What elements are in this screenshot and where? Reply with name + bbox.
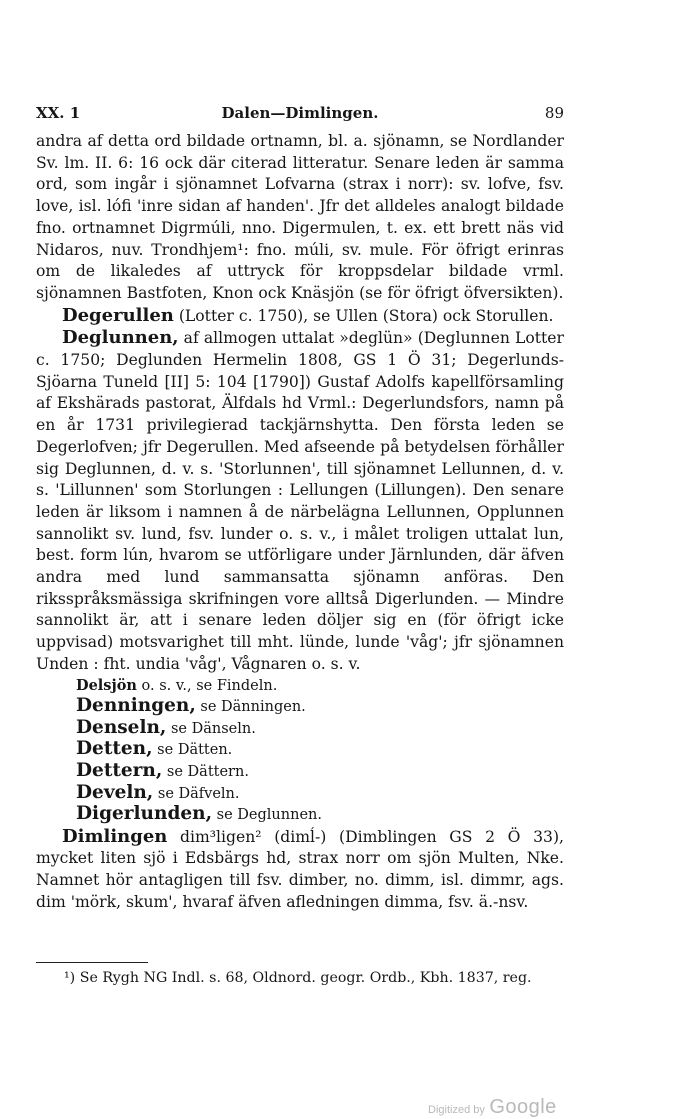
cross-reference-list xyxy=(36,676,564,826)
entry-head: Denseln, xyxy=(76,716,167,738)
entry-head: Dettern, xyxy=(76,759,163,781)
entry-head: Denningen, xyxy=(76,695,196,717)
paragraph: andra af detta ord bildade ortnamn, bl. a. sjönamn, se Nordlander Sv. lm. II. 6: 16 ock där citerad litteratur. Senare leden är samma ord, som ingår i sjönamnet Lofvarna (strax i norr): sv. lofve, fsv. love, isl. lófi 'inre sidan af handen'. Jfr det alldeles analogt bildade fno. ortnamnet Digrmúli, nno. Digermulen, t. ex. ett brett näs vid Nidaros, nuv. Trondhjem¹: fno. múli, sv. mule. För öfrigt erinras om de likaledes af uttryck för kroppsdelar bildade vrml. sjönamnen Bastfoten, Knon ock Knäsjön (se för öfrigt öfversikten). xyxy=(36,132,564,302)
digitized-watermark xyxy=(428,1096,557,1119)
cross-reference xyxy=(76,676,564,697)
entry-head: Detten, xyxy=(76,738,153,760)
entry-head: Degerullen xyxy=(62,304,174,326)
entry-head: Develn, xyxy=(76,781,154,803)
entry-body: o. s. v., se Findeln. xyxy=(136,677,278,694)
page-number: 89 xyxy=(544,104,564,122)
cross-reference xyxy=(76,696,564,718)
google-logo: Google xyxy=(489,1096,557,1118)
cross-reference xyxy=(76,761,564,783)
entry-dimlingen xyxy=(36,826,564,914)
entry-head: Deglunnen, xyxy=(62,327,179,349)
cross-reference xyxy=(76,718,564,740)
entry-body: se Dänningen. xyxy=(195,699,306,716)
footnote: ¹) Se Rygh NG Indl. s. 68, Oldnord. geogr. Ordb., Kbh. 1837, reg. xyxy=(64,970,532,986)
footnote-rule xyxy=(36,962,148,963)
entry-head: Delsjön xyxy=(76,676,137,694)
entry-body: se Dänseln. xyxy=(166,720,256,737)
entry-head: Digerlunden, xyxy=(76,803,213,825)
entry-body: se Deglunnen. xyxy=(212,807,322,824)
cross-reference xyxy=(76,739,564,761)
entry-body: se Dättern. xyxy=(162,763,249,780)
entry-body: dim³ligen² (dimĺ-) (Dimblingen GS 2 Ö 33), mycket liten sjö i Edsbärgs hd, strax norr om sjön Multen, Nke. Namnet hör antagligen till fsv. dimber, no. dimm, isl. dimmr, ags. dim 'mörk, skum', hvaraf äfven afledningen dimma, fsv. ä.-nsv. xyxy=(36,827,564,911)
entry-deglunnen xyxy=(36,327,564,675)
entry-body: se Däfveln. xyxy=(153,785,240,802)
watermark-prefix: Digitized by xyxy=(428,1104,485,1116)
cross-reference xyxy=(76,783,564,805)
entry-body: se Dätten. xyxy=(152,742,233,759)
entry-body: (Lotter c. 1750), se Ullen (Stora) ock Storullen. xyxy=(173,306,554,325)
entry-body: af allmogen uttalat »deglün» (Deglunnen Lotter c. 1750; Deglunden Hermelin 1808, GS 1 Ö 31; Degerlunds-Sjöarna Tuneld [II] 5: 104 [1790]) Gustaf Adolfs kapellförsamling af Ekshärads pastorat, Älfdals hd Vrml.: Degerlundsfors, namn på en år 1731 privilegierad tackjärnshytta. Den första leden se Degerlofven; jfr Degerullen. Med afseende på betydelsen förhåller sig Deglunnen, d. v. s. 'Storlunnen', till sjönamnet Lellunnen, d. v. s. 'Lillunnen' som Storlungen : Lellungen (Lillungen). Den senare leden är liksom i namnen å de närbelägna Lellunnen, Opplunnen sannolikt sv. lund, fsv. lunder o. s. v., i målet troligen uttalat lun, best. form lún, hvarom se utförligare under Järnlunden, där äfven andra med lund sammansatta sjönamn anföras. Den riksspråksmässiga skrifningen vore alltså Digerlunden. — Mindre sannolikt är, att i senare leden döljer sig en (för öfrigt icke uppvisad) motsvarighet till mht. lünde, lunde 'våg'; jfr sjönamnen Unden : fht. undia 'våg', Vågnaren o. s. v. xyxy=(36,329,564,673)
cross-reference xyxy=(76,804,564,826)
page-title: Dalen—Dimlingen. xyxy=(221,104,379,122)
running-header xyxy=(36,104,564,126)
entry-head: Dimlingen xyxy=(62,825,168,847)
entry-degerullen xyxy=(36,305,564,328)
main-text xyxy=(36,131,564,914)
section-number: XX. 1 xyxy=(36,104,81,122)
